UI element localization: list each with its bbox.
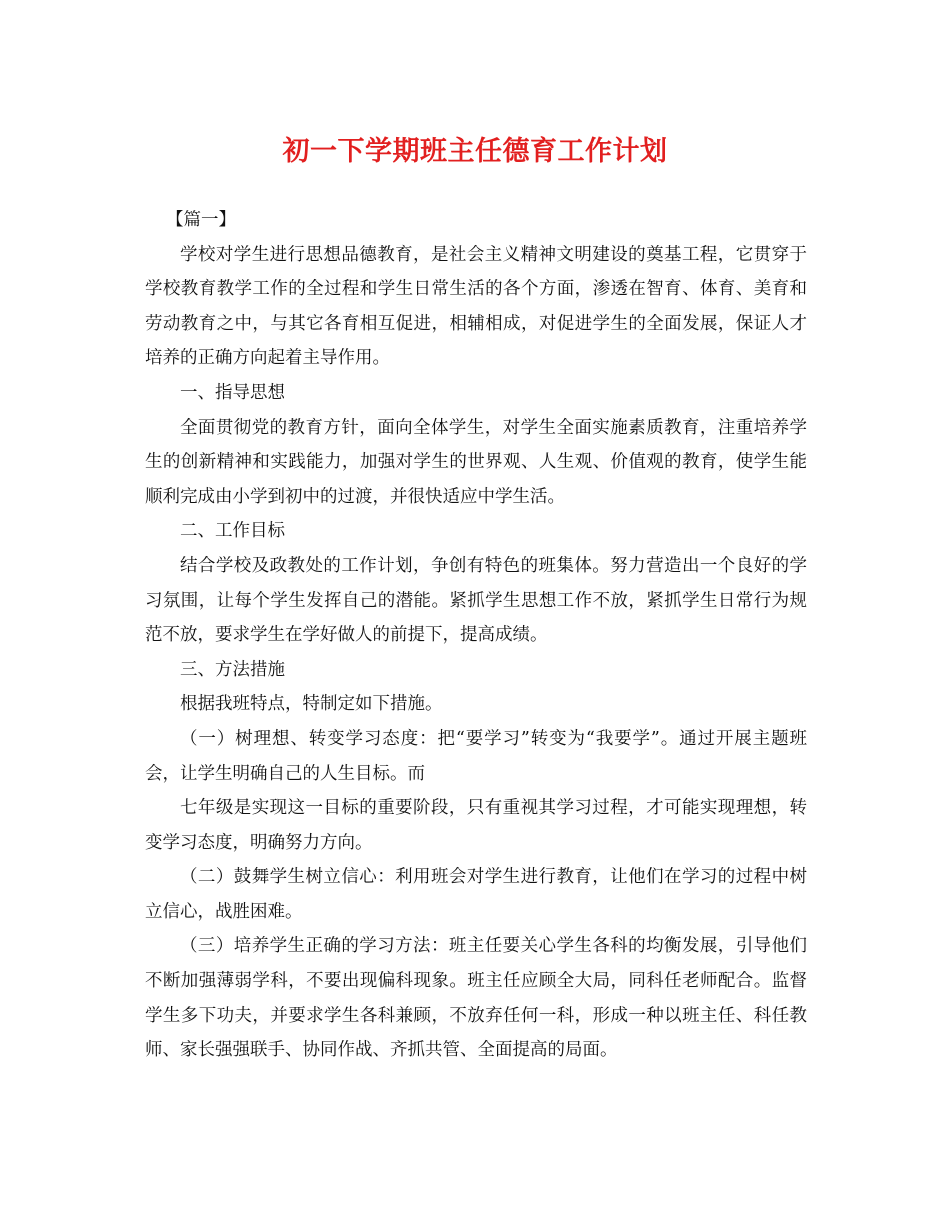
- heading-guiding-ideology: 一、指导思想: [180, 382, 285, 403]
- method-item-2-paragraph: （二）鼓舞学生树立信心：利用班会对学生进行教育，让他们在学习的过程中树立信心，战胜困难。: [145, 867, 807, 922]
- guiding-ideology-paragraph: 全面贯彻党的教育方针，面向全体学生，对学生全面实施素质教育，注重培养学生的创新精神和实践能力，加强对学生的世界观、人生观、价值观的教育，使学生能顺利完成由小学到初中的过渡，并很快适应中学生活。: [145, 417, 807, 507]
- document-title: 初一下学期班主任德育工作计划: [282, 136, 668, 167]
- work-goals-paragraph: 结合学校及政教处的工作计划，争创有特色的班集体。努力营造出一个良好的学习氛围，让每个学生发挥自己的潜能。紧抓学生思想工作不放，紧抓学生日常行为规范不放，要求学生在学好做人的前提下，提高成绩。: [145, 555, 807, 646]
- document-body: [145, 203, 807, 1068]
- method-item-3-paragraph: （三）培养学生正确的学习方法：班主任要关心学生各科的均衡发展，引导他们不断加强薄弱学科，不要出现偏科现象。班主任应顾全大局，同科任老师配合。监督学生多下功夫，并要求学生各科兼顾，不放弃任何一科，形成一种以班主任、科任教师、家长强强联手、协同作战、齐抓共管、全面提高的局面。: [145, 936, 807, 1061]
- method-item-1-continued-paragraph: 七年级是实现这一目标的重要阶段，只有重视其学习过程，才可能实现理想，转变学习态度，明确努力方向。: [145, 798, 807, 853]
- methods-intro-paragraph: 根据我班特点，特制定如下措施。: [180, 694, 443, 715]
- intro-paragraph: 学校对学生进行思想品德教育，是社会主义精神文明建设的奠基工程，它贯穿于学校教育教学工作的全过程和学生日常生活的各个方面，渗透在智育、体育、美育和劳动教育之中，与其它各育相互促进，相辅相成，对促进学生的全面发展，保证人才培养的正确方向起着主导作用。: [145, 244, 807, 369]
- heading-work-goals: 二、工作目标: [180, 521, 285, 542]
- heading-methods: 三、方法措施: [180, 659, 285, 680]
- section-tag: 【篇一】: [166, 210, 236, 230]
- method-item-1-paragraph: （一）树理想、转变学习态度：把“要学习”转变为“我要学”。通过开展主题班会，让学生明确自己的人生目标。而: [145, 728, 807, 784]
